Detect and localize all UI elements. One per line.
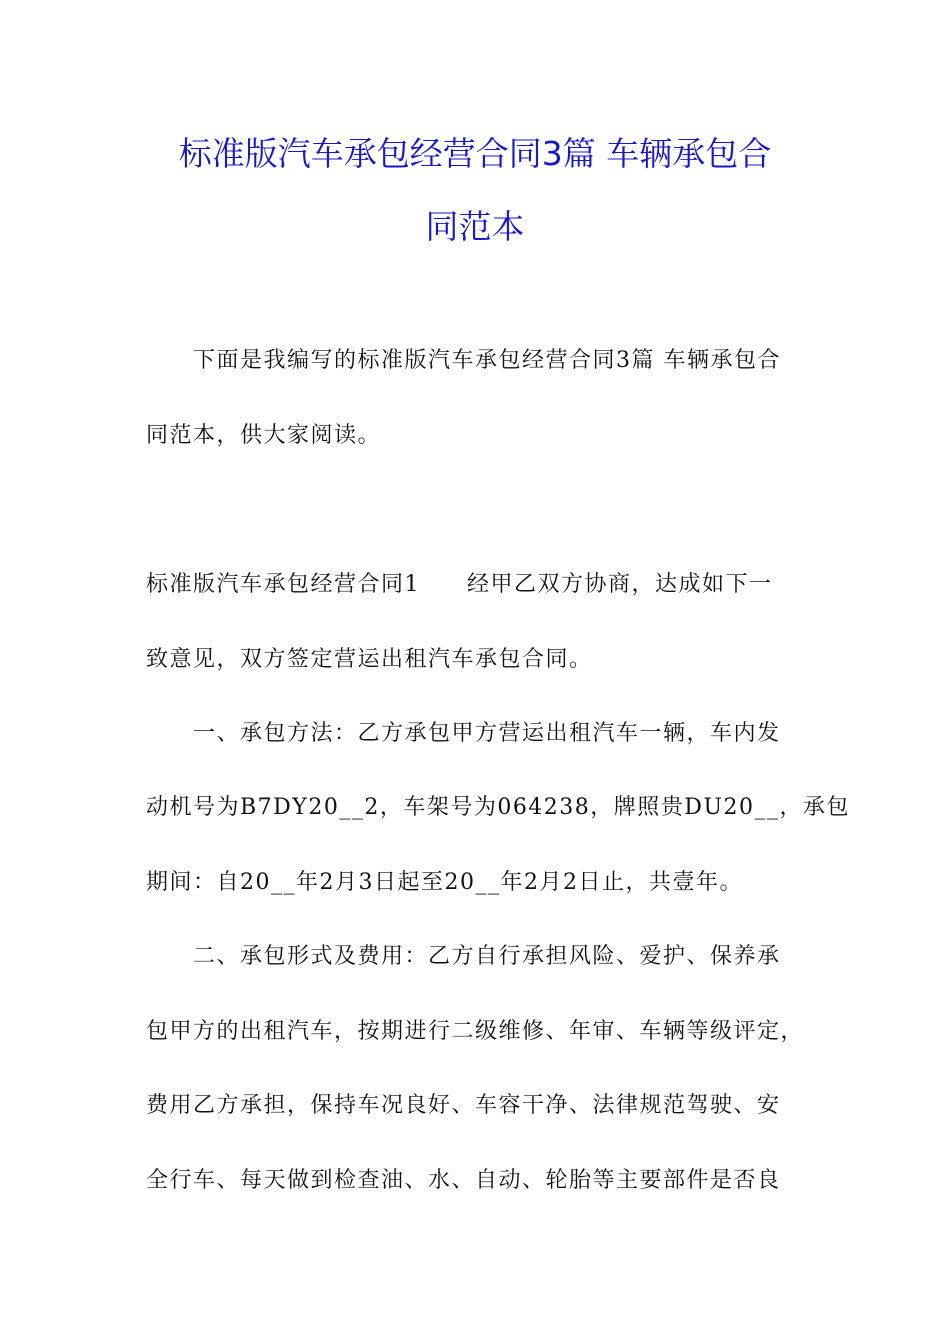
clause-2-line-2: 包甲方的出租汽车，按期进行二级维修、年审、车辆等级评定，: [146, 1019, 805, 1044]
contract-line-2: 致意见，双方签定营运出租汽车承包合同。: [146, 647, 593, 672]
contract-heading-line: 标准版汽车承包经营合同1 经甲乙双方协商，达成如下一: [146, 572, 773, 597]
intro-line-1: 下面是我编写的标准版汽车承包经营合同3篇 车辆承包合: [146, 348, 781, 373]
clause-2-line-4: 全行车、每天做到检查油、水、自动、轮胎等主要部件是否良: [146, 1168, 781, 1193]
document-title-line-2: 同范本: [425, 207, 525, 246]
clause-2-line-3: 费用乙方承担，保持车况良好、车容干净、法律规范驾驶、安: [146, 1093, 781, 1118]
clause-2-line-1: 二、承包形式及费用：乙方自行承担风险、爱护、保养承: [146, 944, 781, 969]
intro-line-2: 同范本，供大家阅读。: [146, 423, 382, 448]
clause-1-line-2: 动机号为B7DY20__2，车架号为064238，牌照贵DU20__，承包: [146, 795, 850, 820]
document-title-line-1: 标准版汽车承包经营合同3篇 车辆承包合: [178, 134, 772, 173]
clause-1-line-1: 一、承包方法：乙方承包甲方营运出租汽车一辆，车内发: [146, 721, 781, 746]
clause-1-line-3: 期间：自20__年2月3日起至20__年2月2日止，共壹年。: [146, 870, 743, 895]
